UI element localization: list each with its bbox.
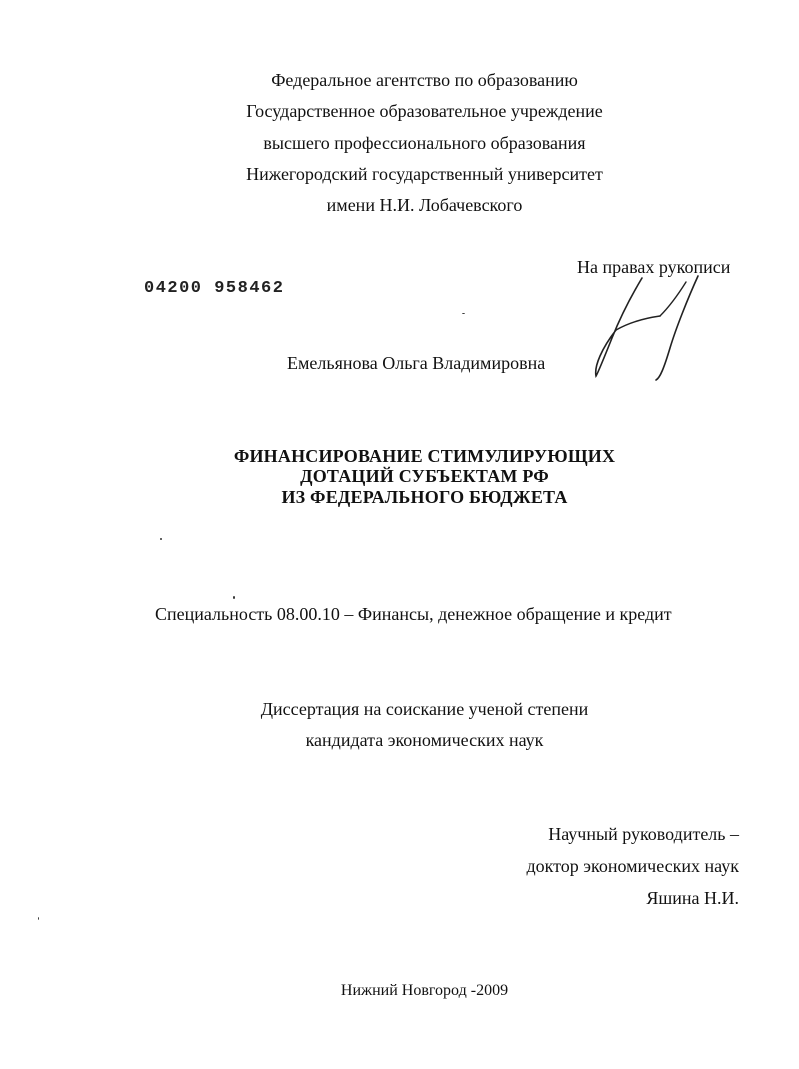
manuscript-note: На правах рукописи [577,257,731,277]
degree-line-1: Диссертация на соискание ученой степени [260,699,589,719]
scan-speck [233,596,235,599]
supervisor-degree: доктор экономических наук [526,856,739,876]
supervisor-name: Яшина Н.И. [646,888,739,908]
scan-speck [38,917,39,920]
signature-icon [590,268,710,383]
scan-speck [462,313,465,314]
header-line-named-after: имени Н.И. Лобачевского [326,195,523,215]
footer-city-year: Нижний Новгород -2009 [340,982,509,999]
header-line-education-level: высшего профессионального образования [263,133,586,153]
header-line-agency: Федеральное агентство по образованию [271,70,578,90]
header-line-university: Нижегородский государственный университет [246,164,603,184]
scan-speck [160,538,162,540]
degree-line-2: кандидата экономических наук [305,730,544,750]
registration-number: 04200 958462 [144,279,285,298]
author-name: Емельянова Ольга Владимировна [287,353,546,373]
title-line-3: ИЗ ФЕДЕРАЛЬНОГО БЮДЖЕТА [281,487,568,507]
title-line-2: ДОТАЦИЙ СУБЪЕКТАМ РФ [300,466,549,486]
header-line-institution-type: Государственное образовательное учреждение [246,101,603,121]
title-line-1: ФИНАНСИРОВАНИЕ СТИМУЛИРУЮЩИХ [233,446,616,466]
supervisor-role: Научный руководитель – [548,824,739,844]
specialty: Специальность 08.00.10 – Финансы, денежное обращение и кредит [155,604,672,624]
